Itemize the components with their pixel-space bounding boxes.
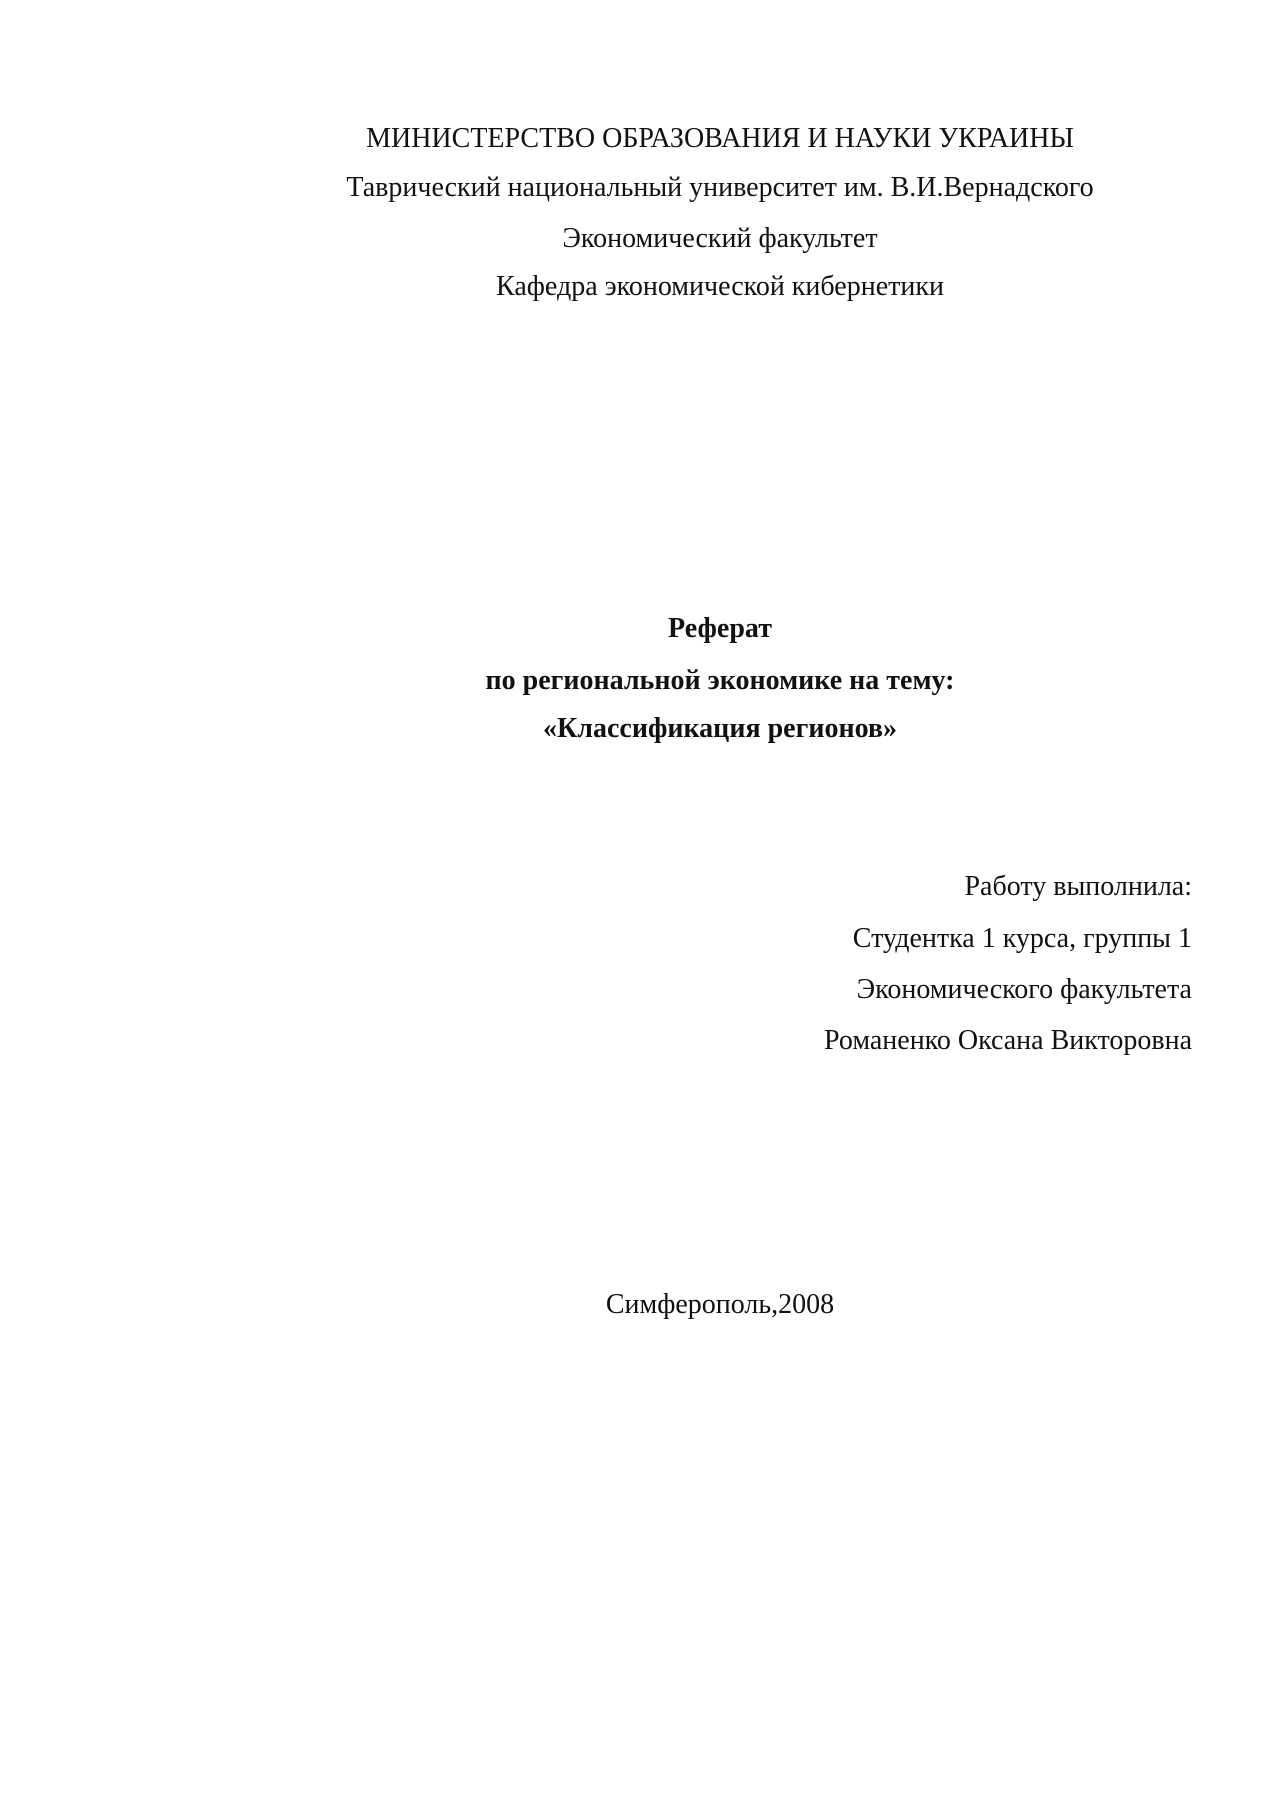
department-name: Кафедра экономической кибернетики [496,271,944,302]
ministry-name: МИНИСТЕРСТВО ОБРАЗОВАНИЯ И НАУКИ УКРАИНЫ [366,123,1074,154]
author-name: Романенко Оксана Викторовна [823,1025,1192,1056]
faculty-name: Экономический факультет [562,223,878,254]
document-subject: по региональной экономике на тему: [485,665,955,696]
author-student: Студентка 1 курса, группы 1 [852,923,1192,954]
document-topic: «Классификация регионов» [542,713,898,744]
author-faculty: Экономического факультета [856,974,1192,1005]
university-name: Таврический национальный университет им. В.И.Вернадского [346,172,1094,203]
document-type: Реферат [668,613,772,644]
city-year: Симферополь,2008 [605,1289,835,1320]
author-label: Работу выполнила: [964,871,1192,902]
